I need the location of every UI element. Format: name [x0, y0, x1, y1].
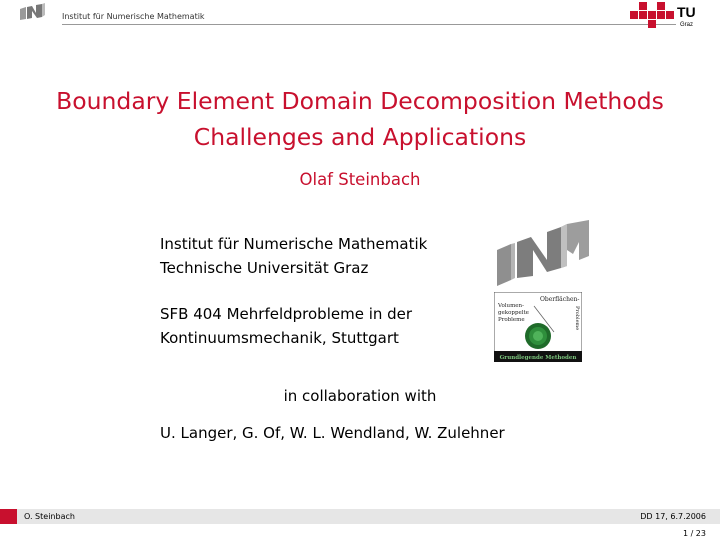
footer-event: DD 17, 6.7.2006: [640, 512, 706, 521]
footer-bar: [0, 509, 720, 524]
sfb-top-label: Oberflächen-: [540, 296, 580, 303]
affiliation-inm-line2: Technische Universität Graz: [160, 259, 369, 277]
sfb-left-label-3: Probleme: [498, 317, 525, 323]
footer-author: O. Steinbach: [24, 512, 75, 521]
sfb-logo: [494, 292, 582, 362]
sfb-bottom-label: Grundlegende Methoden: [499, 355, 577, 361]
tu-logo-text: TU: [677, 4, 696, 20]
coauthors: U. Langer, G. Of, W. L. Wendland, W. Zulehner: [160, 424, 505, 442]
inm-logo: [495, 220, 590, 288]
affiliation-sfb: [160, 302, 412, 350]
sfb-left-label-1: Volumen-: [498, 303, 524, 309]
affiliation-sfb-line2: Kontinuumsmechanik, Stuttgart: [160, 329, 399, 347]
page-number: 1 / 23: [682, 529, 706, 538]
author: Olaf Steinbach: [299, 170, 421, 189]
sfb-left-label-2: gekoppelte: [498, 310, 529, 316]
tu-logo-sub: Graz: [680, 22, 694, 28]
sfb-side-label: Probleme: [574, 306, 580, 331]
footer-accent: [0, 509, 17, 524]
affiliation-sfb-line1: SFB 404 Mehrfeldprobleme in der: [160, 305, 413, 323]
affiliation-inm: [160, 232, 427, 280]
title-line-2: Challenges and Applications: [193, 123, 527, 151]
title-line-1: Boundary Element Domain Decomposition Methods: [56, 87, 664, 115]
inm-small-logo: [18, 3, 46, 21]
header-institute: Institut für Numerische Mathematik: [62, 12, 205, 21]
collaboration-text: in collaboration with: [283, 387, 437, 405]
tu-graz-logo: [630, 2, 704, 28]
header-rule: [62, 24, 676, 25]
affiliation-inm-line1: Institut für Numerische Mathematik: [160, 235, 428, 253]
